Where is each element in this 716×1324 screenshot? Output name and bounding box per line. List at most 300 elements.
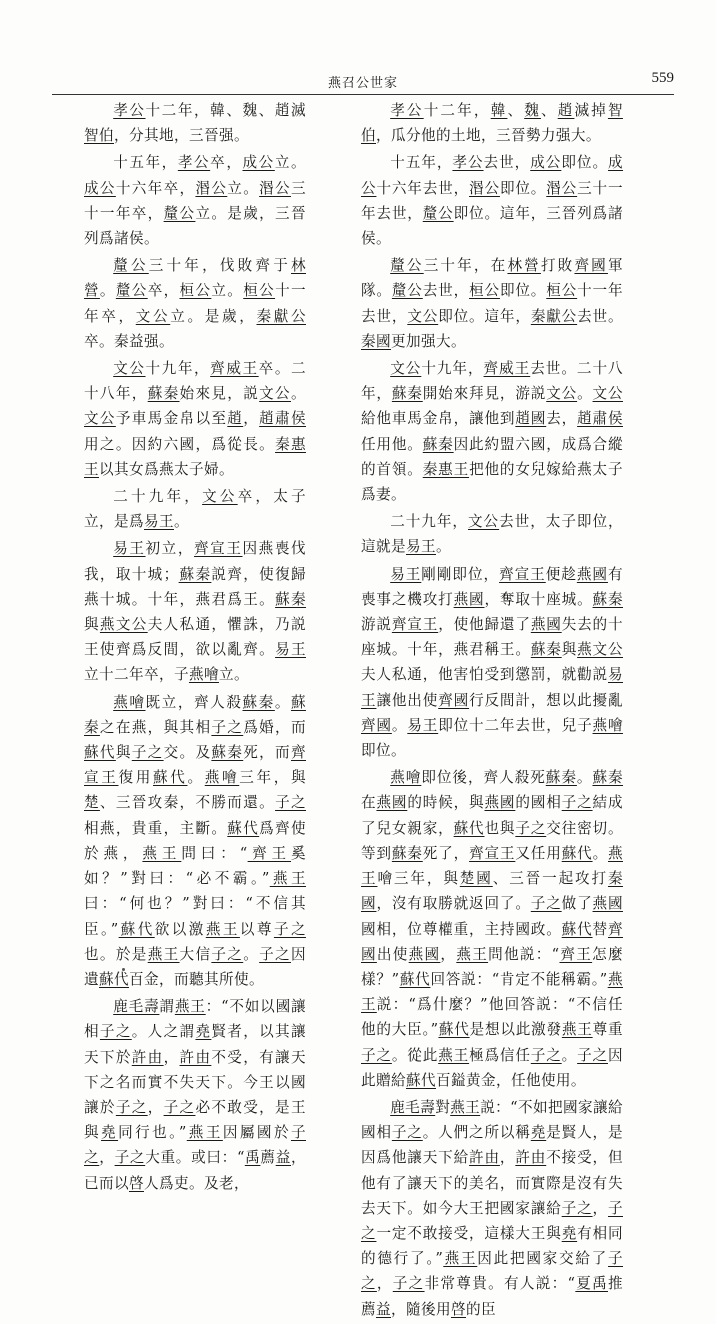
proper-name: 燕王: [361, 844, 623, 888]
proper-name: 燕噲: [592, 716, 623, 734]
text-run: 卒，: [210, 154, 243, 172]
proper-name: 子之: [275, 794, 306, 812]
proper-name: 鹿毛壽: [390, 1098, 436, 1116]
text-run: 即位。: [361, 742, 406, 760]
proper-name: 蘇秦: [422, 435, 454, 453]
text-run: 十九年，: [421, 360, 484, 378]
text-run: 有相同的德行了。”: [361, 1224, 623, 1268]
text-run: 立。: [274, 154, 306, 172]
proper-name: 燕王: [142, 844, 182, 862]
paragraph: [84, 253, 306, 354]
text-run: ，: [592, 1199, 608, 1217]
proper-name: 燕國: [484, 794, 516, 812]
text-run: 十二年，韓、魏、趙滅: [145, 102, 306, 119]
text-run: 。人們之所以稱: [422, 1124, 531, 1142]
paragraph: [84, 356, 306, 482]
text-run: 死，而: [243, 744, 291, 762]
proper-name: 蘇代: [405, 1071, 436, 1089]
proper-name: 智伯: [361, 102, 623, 145]
proper-name: 易王: [143, 513, 174, 531]
text-run: 去世。: [577, 307, 623, 325]
proper-name: 蘇代: [561, 920, 593, 938]
text-run: 是想以此激發: [469, 1021, 562, 1039]
text-run: 的時候，與: [407, 794, 485, 812]
text-run: 任用他。: [361, 435, 423, 453]
proper-name: 釐公: [163, 204, 196, 222]
proper-name: 燕王: [561, 1021, 593, 1039]
proper-name: 許由: [179, 1048, 212, 1066]
proper-name: 桓公: [243, 282, 276, 300]
proper-name: 桓公: [179, 282, 212, 300]
paragraph: [361, 253, 623, 354]
text-run: 。: [576, 769, 593, 787]
proper-name: 子之: [515, 819, 547, 837]
text-run: 謂: [159, 998, 175, 1016]
proper-name: 文公: [546, 385, 578, 403]
proper-name: 子之: [163, 1098, 196, 1116]
text-run: ，: [163, 1048, 180, 1066]
paragraph: [84, 994, 306, 1196]
text-run: 即位。這年，: [438, 307, 531, 325]
text-run: 滅掉: [574, 102, 608, 119]
text-run: 欲以激: [154, 920, 206, 938]
text-run: ，已而以: [84, 1149, 306, 1192]
proper-name: 趙肅侯: [577, 410, 623, 428]
text-run: 。從此: [391, 1046, 439, 1064]
proper-name: 子之: [561, 794, 593, 812]
text-run: 説：“爲什麼？”他回答説：“不信任他的大臣。”: [361, 996, 623, 1039]
text-run: 。: [577, 385, 593, 403]
proper-name: 蘇代: [84, 744, 116, 762]
proper-name: 燕噲: [188, 666, 219, 684]
text-run: 相燕，貴重，主斷。: [84, 819, 228, 837]
text-run: ，: [243, 410, 260, 428]
page-number: 559: [651, 70, 674, 86]
text-run: 夫人私通，懼誅，乃説王使齊爲反間，欲以亂齊。: [84, 616, 306, 659]
proper-name: 子之: [259, 945, 291, 963]
text-run: 用之。因約六國，爲從長。: [84, 435, 276, 453]
proper-name: 易王: [275, 641, 306, 659]
text-run: 立。: [211, 282, 244, 300]
paragraph: [361, 150, 623, 251]
text-run: 即位後，齊人殺死: [421, 769, 546, 787]
text-run: ，: [499, 1149, 516, 1167]
text-run: 更加强大。: [391, 332, 466, 350]
proper-name: 易王: [390, 565, 422, 583]
proper-name: 益: [376, 1300, 391, 1318]
proper-name: 蘇秦: [391, 844, 423, 862]
proper-name: 秦國: [361, 870, 623, 913]
text-run: 立。: [218, 666, 249, 684]
proper-name: 燕王: [443, 1250, 478, 1268]
proper-name: 子之: [211, 945, 244, 963]
proper-name: 蘇代: [453, 819, 485, 837]
text-run: 在: [361, 794, 377, 812]
proper-name: 燕國: [592, 895, 623, 913]
text-run: 。: [391, 716, 408, 734]
text-run: 打敗: [540, 257, 575, 275]
paragraph: [84, 98, 306, 148]
text-run: 十二年，: [423, 102, 491, 119]
proper-name: 啓: [128, 1174, 144, 1192]
text-run: 即位。: [499, 179, 547, 197]
text-run: 讓他出使: [376, 691, 439, 709]
text-run: 尊重: [592, 1021, 623, 1039]
text-run: 二十九年，: [113, 488, 203, 506]
proper-name: 燕國: [453, 590, 485, 608]
proper-name: 成公: [242, 154, 275, 172]
proper-name: 孝公: [113, 102, 146, 119]
proper-name: 文公: [84, 410, 116, 428]
text-run: 予車馬金帛以至: [115, 410, 228, 428]
text-run: 有喪事之機攻打: [361, 565, 623, 608]
text-run: 十一年去世，: [361, 282, 623, 325]
text-run: ，使他歸還了: [438, 616, 531, 634]
proper-name: 燕文公: [99, 616, 148, 634]
text-run: 替: [592, 920, 608, 938]
paragraph: [84, 690, 306, 992]
proper-name: 燕王: [147, 945, 180, 963]
proper-name: 易王: [405, 538, 436, 556]
text-run: 人爲吏。及老，: [143, 1174, 249, 1192]
text-run: 去世。二十八年，: [361, 360, 623, 403]
proper-name: 子之: [577, 1046, 608, 1064]
text-run: 。: [290, 385, 306, 403]
proper-name: 文公: [592, 385, 623, 403]
text-run: 去世，太子即位，這就是: [361, 513, 623, 556]
proper-name: 燕王: [438, 1046, 470, 1064]
proper-name: 秦獻公: [256, 307, 306, 325]
proper-name: 蘇秦: [178, 565, 212, 583]
text-run: 交。及: [163, 744, 212, 762]
proper-name: 燕王: [361, 970, 623, 1014]
text-run: 十一年卒，: [84, 282, 306, 325]
proper-name: 燕噲: [204, 769, 240, 787]
proper-name: 蘇秦: [391, 385, 423, 403]
proper-name: 楚: [84, 794, 100, 812]
text-run: 卒，: [147, 282, 180, 300]
proper-name: 齊王: [247, 844, 292, 862]
classical-text-column: [84, 98, 306, 1198]
paragraph: [361, 98, 623, 148]
text-run: 回答説：“肯定不能稱霸。”: [430, 970, 608, 988]
proper-name: 蘇秦: [242, 693, 275, 711]
text-run: 因燕喪伐我，取十城；: [84, 540, 306, 583]
proper-name: 文公: [259, 385, 291, 403]
proper-name: 子之: [84, 1124, 306, 1167]
text-run: 結成了兒女親家，: [361, 794, 623, 837]
text-run: 開始來拜見，游説: [422, 385, 547, 403]
proper-name: 齊宣王: [499, 565, 546, 583]
text-run: 游説: [361, 616, 392, 634]
proper-name: 孝公: [390, 102, 424, 119]
text-run: 把他的女兒嫁給燕太子爲妻。: [361, 460, 623, 504]
proper-name: 楚國: [459, 870, 493, 888]
text-run: 。: [592, 844, 608, 862]
text-run: ，: [99, 1149, 115, 1167]
text-run: 交往密切。等到: [361, 819, 623, 862]
text-run: 二十九年，: [390, 513, 468, 531]
proper-name: 齊威王: [210, 360, 259, 378]
proper-name: 蘇代: [153, 769, 188, 787]
text-run: 。: [187, 769, 205, 787]
proper-name: 蘇代: [438, 1021, 470, 1039]
proper-name: 趙: [227, 410, 244, 428]
text-run: 百鎰黄金，任他使用。: [435, 1071, 586, 1089]
proper-name: 秦獻公: [530, 307, 578, 325]
text-run: 説齊，使復歸燕十城。十年，燕君爲王。: [84, 565, 306, 608]
text-run: 軍隊。: [361, 257, 623, 300]
text-run: 即位。: [499, 282, 547, 300]
text-run: 卒。秦益强。: [84, 332, 174, 350]
proper-name: 文公: [467, 513, 500, 531]
proper-name: 蘇秦: [275, 590, 306, 608]
text-run: 問曰：“: [181, 844, 248, 862]
text-run: 去世，: [483, 154, 531, 172]
paragraph: [361, 1095, 623, 1322]
proper-name: 齊宣王: [391, 616, 439, 634]
print-mark: [122, 968, 125, 971]
proper-name: 益: [275, 1149, 291, 1167]
text-run: ：“不如以國讓相: [84, 998, 306, 1041]
proper-name: 趙肅侯: [259, 410, 306, 428]
text-run: 去世，: [422, 282, 470, 300]
text-run: 國相，位尊權重，主持國政。: [361, 920, 562, 938]
proper-name: 燕文公: [577, 641, 623, 659]
text-run: 、三晉一起攻打: [492, 870, 608, 888]
text-run: 失去的十座城。十年，燕君稱王。: [361, 616, 623, 659]
proper-name: 齊宣王: [194, 540, 243, 558]
text-run: 因屬國於: [222, 1124, 291, 1142]
proper-name: 釐公: [390, 257, 424, 275]
proper-name: 趙: [557, 102, 575, 119]
paragraph: [361, 509, 623, 559]
paragraph: [84, 484, 306, 534]
text-run: 噲三年，與: [377, 870, 460, 888]
text-run: 剛剛即位，: [421, 565, 500, 583]
text-run: 十五年，: [390, 154, 453, 172]
proper-name: 蘇秦: [84, 693, 306, 736]
proper-name: 子之: [99, 1023, 132, 1041]
text-run: 必不敢受，是王與: [84, 1098, 306, 1142]
text-run: 。: [99, 282, 116, 300]
text-run: 三十年，伐敗齊于: [148, 257, 291, 275]
text-run: ，: [147, 1098, 164, 1116]
proper-name: 子之: [391, 1124, 423, 1142]
proper-name: 蘇代: [118, 920, 155, 938]
proper-name: 湣公: [546, 179, 578, 197]
text-run: 因此約盟六國，成爲合縱的首領。: [361, 435, 623, 478]
proper-name: 齊王: [559, 945, 593, 963]
text-run: 。: [243, 945, 260, 963]
text-run: 奚如？”對曰：“必不霸。”: [84, 844, 307, 888]
text-run: 是賢人，是因爲他讓天下給: [361, 1124, 623, 1167]
text-run: ，: [440, 945, 457, 963]
text-run: 極爲信任: [469, 1046, 531, 1064]
text-run: 的臣: [465, 1300, 496, 1318]
text-run: 的國相: [515, 794, 562, 812]
proper-name: 燕王: [174, 998, 206, 1016]
text-run: 三十一年去世，: [361, 179, 623, 222]
proper-name: 趙國: [515, 410, 547, 428]
text-run: 立。: [227, 179, 260, 197]
proper-name: 子之: [273, 920, 306, 938]
text-run: 即位。這年，三晉列爲諸侯。: [361, 204, 623, 248]
text-run: 復用: [118, 769, 153, 787]
proper-name: 桓公: [469, 282, 500, 300]
text-run: 因遺: [84, 945, 306, 988]
text-run: 便趁: [545, 565, 577, 583]
text-run: 做了: [561, 895, 593, 913]
proper-name: 秦惠王: [422, 460, 470, 478]
text-run: 與: [115, 744, 132, 762]
proper-name: 齊國: [574, 257, 608, 275]
text-run: 立十二年卒，子: [84, 666, 189, 684]
proper-name: 文公: [407, 307, 439, 325]
text-run: 又任用: [515, 844, 562, 862]
proper-name: 蘇代: [227, 819, 260, 837]
text-run: 賢者，以其讓天下於: [84, 1023, 306, 1066]
proper-name: 蘇代: [99, 970, 129, 988]
text-run: 大信: [179, 945, 212, 963]
proper-name: 子之: [115, 1098, 148, 1116]
text-run: 三十年，在: [423, 257, 508, 275]
text-run: 三十一年卒，: [84, 179, 306, 222]
text-run: 因此贈給: [361, 1046, 623, 1089]
text-run: 爲婚，而: [243, 718, 306, 736]
text-run: 、: [507, 102, 525, 119]
text-run: 與: [84, 616, 100, 634]
text-run: ，瓜分他的土地，三晉勢力强大。: [376, 127, 601, 145]
proper-name: 許由: [469, 1149, 500, 1167]
proper-name: 林營: [84, 257, 306, 300]
proper-name: 子之: [211, 718, 244, 736]
page-header: [52, 70, 674, 95]
proper-name: 智伯: [84, 127, 114, 145]
proper-name: 易王: [407, 716, 439, 734]
text-run: 非常尊貴。有人説：“: [424, 1275, 576, 1293]
text-run: 不接受，但他有了讓天下的美名，而實際是沒有失去天下。如今大王把國家讓給: [361, 1149, 623, 1217]
text-run: 爲齊使於燕，: [84, 819, 306, 862]
text-run: 十六年去世，: [376, 179, 470, 197]
text-run: 。: [435, 538, 451, 556]
proper-name: 燕國: [530, 616, 562, 634]
proper-name: 文公: [202, 488, 238, 506]
text-run: 曰：“何也？”對曰：“不信其臣。”: [84, 895, 306, 938]
text-run: 立。是歲，: [170, 307, 257, 325]
text-run: ，沒有取勝就返回了。: [376, 895, 531, 913]
text-run: 既立，齊人殺: [145, 693, 243, 711]
proper-name: 齊威王: [483, 360, 531, 378]
proper-name: 子之: [561, 1199, 593, 1217]
text-run: 。: [561, 1046, 578, 1064]
proper-name: 鹿毛壽: [113, 998, 160, 1016]
text-run: 十五年，: [113, 154, 178, 172]
text-run: 百金，而聽其所使。: [129, 970, 264, 988]
text-run: 始來見，説: [179, 385, 260, 403]
proper-name: 齊宣王: [84, 744, 306, 787]
proper-name: 桓公: [546, 282, 578, 300]
proper-name: 韓: [490, 102, 508, 119]
proper-name: 湣公: [469, 179, 500, 197]
proper-name: 燕王: [205, 920, 240, 938]
proper-name: 易王: [113, 540, 146, 558]
proper-name: 燕國: [376, 794, 408, 812]
proper-name: 釐公: [422, 204, 454, 222]
text-run: 以尊: [239, 920, 274, 938]
proper-name: 堯: [195, 1023, 212, 1041]
proper-name: 燕王: [186, 1124, 223, 1142]
proper-name: 許由: [515, 1149, 547, 1167]
proper-name: 燕王: [456, 945, 489, 963]
paragraph: [361, 356, 623, 507]
proper-name: 啓: [450, 1300, 466, 1318]
proper-name: 釐公: [391, 282, 423, 300]
proper-name: 齊宣王: [469, 844, 516, 862]
proper-name: 燕國: [576, 565, 608, 583]
proper-name: 文公: [135, 307, 171, 325]
text-run: 給他車馬金帛，讓他到: [361, 410, 516, 428]
text-run: 薦: [260, 1149, 276, 1167]
proper-name: 蘇代: [561, 844, 593, 862]
proper-name: 堯: [561, 1224, 578, 1242]
proper-name: 成公: [361, 154, 624, 197]
text-run: 、三晉攻秦，不勝而還。: [99, 794, 276, 812]
text-run: 與: [561, 641, 578, 659]
proper-name: 許由: [131, 1048, 164, 1066]
paragraph: [361, 765, 623, 1093]
proper-name: 子之: [114, 1149, 146, 1167]
proper-name: 燕王: [450, 1098, 481, 1116]
paragraph: [361, 562, 623, 764]
proper-name: 燕王: [269, 870, 306, 888]
text-run: 出使: [376, 945, 409, 963]
text-run: 卒。二十八年，: [84, 360, 306, 403]
proper-name: 堯: [101, 1124, 119, 1142]
text-run: 即位。: [561, 154, 609, 172]
text-run: 十九年，: [145, 360, 211, 378]
proper-name: 易王: [361, 666, 623, 709]
proper-name: 孝公: [177, 154, 211, 172]
proper-name: 蘇代: [399, 970, 431, 988]
proper-name: 子之: [530, 895, 562, 913]
text-run: 去，: [546, 410, 578, 428]
proper-name: 禹: [244, 1149, 261, 1167]
proper-name: 湣公: [195, 179, 228, 197]
paragraph: [84, 536, 306, 687]
paragraph: [84, 150, 306, 251]
text-run: 。: [274, 693, 291, 711]
proper-name: 齊國: [438, 691, 470, 709]
text-run: 。人之謂: [131, 1023, 196, 1041]
text-run: 死了，: [422, 844, 470, 862]
proper-name: 魏: [524, 102, 541, 119]
text-run: 以其女爲燕太子婦。: [99, 460, 234, 478]
proper-name: 蘇秦: [592, 769, 624, 787]
text-run: 之在燕，與其相: [99, 718, 212, 736]
text-run: 也。於是: [84, 945, 148, 963]
text-run: 立。是歲，三晉列爲諸侯。: [84, 204, 306, 248]
proper-name: 文公: [390, 360, 422, 378]
text-run: 。: [173, 513, 189, 531]
translation-column: [361, 98, 623, 1324]
proper-name: 燕國: [408, 945, 441, 963]
text-run: ，隨後用: [391, 1300, 451, 1318]
proper-name: 蘇秦: [147, 385, 180, 403]
text-run: 卒，太子立，是爲: [84, 488, 306, 531]
text-run: 怎麼樣？”: [361, 945, 623, 988]
proper-name: 孝公: [452, 154, 484, 172]
